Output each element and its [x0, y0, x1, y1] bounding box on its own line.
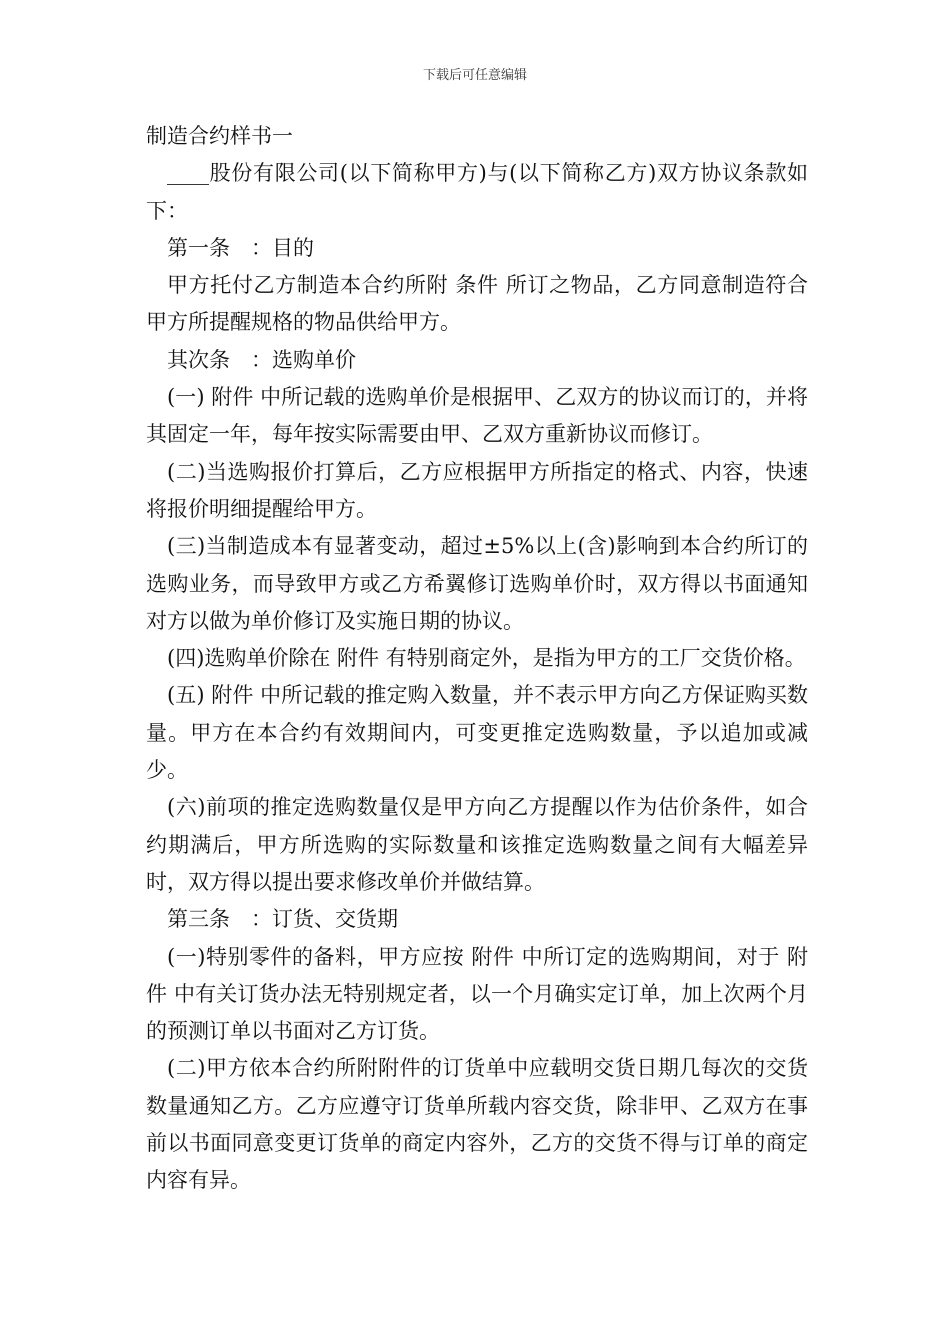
article-heading-2: 其次条 ：选购单价: [167, 347, 356, 372]
paragraph: 甲方托付乙方制造本合约所附 条件 所订之物品，乙方同意制造符合甲方所提醒规格的物品供给甲方。: [146, 273, 808, 335]
document-title: 制造合约样书一: [146, 124, 293, 148]
paragraph-intro: ____股份有限公司(以下简称甲方)与(以下简称乙方)双方协议条款如下：: [146, 161, 808, 223]
paragraph: (二)甲方依本合约所附附件的订货单中应载明交货日期几每次的交货数量通知乙方。乙方应遵守订货单所载内容交货，除非甲、乙双方在事前以书面同意变更订货单的商定内容外，乙方的交货不得与订单的商定内容有异。: [146, 1056, 808, 1193]
paragraph: (五) 附件 中所记载的推定购入数量，并不表示甲方向乙方保证购买数量。甲方在本合约有效期间内，可变更推定选购数量，予以追加或减少。: [146, 683, 808, 783]
paragraph: (二)当选购报价打算后，乙方应根据甲方所指定的格式、内容，快速将报价明细提醒给甲方。: [146, 459, 808, 521]
paragraph: (六)前项的推定选购数量仅是甲方向乙方提醒以作为估价条件，如合约期满后，甲方所选购的实际数量和该推定选购数量之间有大幅差异时，双方得以提出要求修改单价并做结算。: [146, 795, 808, 894]
article-heading-3: 第三条 ：订货、交货期: [167, 907, 398, 932]
paragraph: (三)当制造成本有显著变动，超过±5%以上(含)影响到本合约所订的选购业务，而导致甲方或乙方希翼修订选购单价时，双方得以书面通知对方以做为单价修订及实施日期的协议。: [146, 534, 808, 633]
paragraph: (四)选购单价除在 附件 有特别商定外，是指为甲方的工厂交货价格。: [167, 646, 806, 671]
paragraph: (一)特别零件的备料，甲方应按 附件 中所订定的选购期间，对于 附件 中有关订货办法无特别规定者，以一个月确实定订单，加上次两个月的预测订单以书面对乙方订货。: [146, 944, 808, 1044]
document-body: [146, 118, 808, 1200]
page-header-note: 下载后可任意编辑: [422, 68, 527, 83]
paragraph: (一) 附件 中所记载的选购单价是根据甲、乙双方的协议而订的，并将其固定一年，每年按实际需要由甲、乙双方重新协议而修订。: [146, 385, 808, 447]
article-heading-1: 第一条 ：目的: [167, 235, 314, 260]
